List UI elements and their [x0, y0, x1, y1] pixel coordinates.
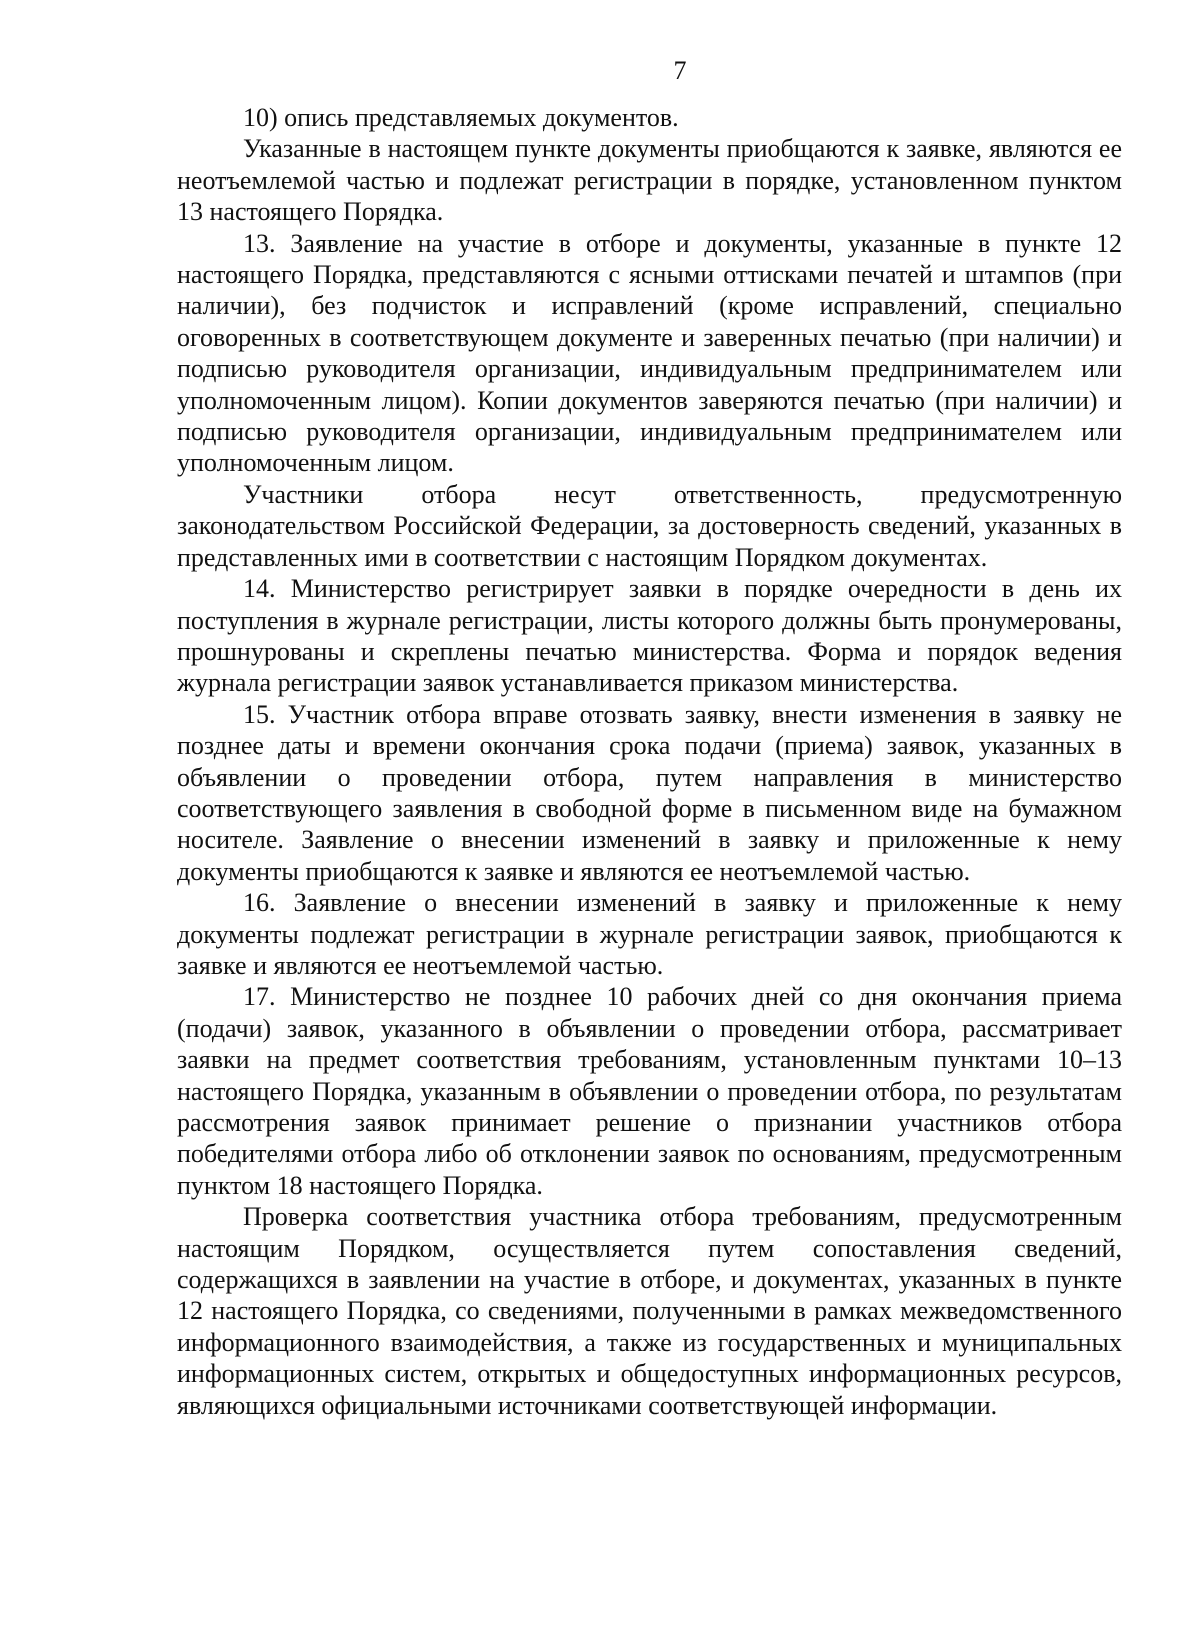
paragraph-documents-attached: Указанные в настоящем пункте документы приобщаются к заявке, являются ее неотъемлемой частью и подлежат регистрации в порядке, установленном пунктом 13 настоящего Порядка. — [177, 134, 1122, 227]
document-body — [177, 102, 1122, 1421]
paragraph-compliance-check: Проверка соответствия участника отбора требованиям, предусмотренным настоящим Порядком, осуществляется путем сопоставления сведений, содержащихся в заявлении на участие в отборе, и документах, указанных в пункте 12 настоящего Порядка, со сведениями, полученными в рамках межведомственного информационного взаимодействия, а также из государственных и муниципальных информационных систем, открытых и общедоступных информационных ресурсов, являющихся официальными источниками соответствующей информации. — [177, 1202, 1122, 1420]
paragraph-clause-16: 16. Заявление о внесении изменений в заявку и приложенные к нему документы подлежат регистрации в журнале регистрации заявок, приобщаются к заявке и являются ее неотъемлемой частью. — [177, 888, 1122, 980]
paragraph-clause-14: 14. Министерство регистрирует заявки в порядке очередности в день их поступления в журнале регистрации, листы которого должны быть пронумерованы, прошнурованы и скреплены печатью министерства. Форма и порядок ведения журнала регистрации заявок устанавливается приказом министерства. — [177, 574, 1122, 698]
page-number: 7 — [673, 56, 687, 85]
paragraph-clause-15: 15. Участник отбора вправе отозвать заявку, внести изменения в заявку не позднее даты и времени окончания срока подачи (приема) заявок, указанных в объявлении о проведении отбора, путем направления в министерство соответствующего заявления в свободной форме в письменном виде на бумажном носителе. Заявление о внесении изменений в заявку и приложенные к нему документы приобщаются к заявке и являются ее неотъемлемой частью. — [177, 699, 1122, 886]
paragraph-item-10: 10) опись представляемых документов. — [243, 103, 679, 132]
paragraph-participants-responsibility: Участники отбора несут ответственность, предусмотренную законодательством Российской Федерации, за достоверность сведений, указанных в представленных ими в соответствии с настоящим Порядком документах. — [177, 479, 1122, 572]
paragraph-clause-13: 13. Заявление на участие в отборе и документы, указанные в пункте 12 настоящего Порядка, представляются с ясными оттисками печатей и штампов (при наличии), без подчисток и исправлений (кроме исправлений, специально оговоренных в соответствующем документе и заверенных печатью (при наличии) и подписью руководителя организации, индивидуальным предпринимателем или уполномоченным лицом). Копии документов заверяются печатью (при наличии) и подписью руководителя организации, индивидуальным предпринимателем или уполномоченным лицом. — [177, 228, 1122, 478]
paragraph-clause-17: 17. Министерство не позднее 10 рабочих дней со дня окончания приема (подачи) заявок, указанного в объявлении о проведении отбора, рассматривает заявки на предмет соответствия требованиям, установленным пунктами 10–13 настоящего Порядка, указанным в объявлении о проведении отбора, по результатам рассмотрения заявок принимает решение о признании участников отбора победителями отбора либо об отклонении заявок по основаниям, предусмотренным пунктом 18 настоящего Порядка. — [177, 982, 1122, 1200]
